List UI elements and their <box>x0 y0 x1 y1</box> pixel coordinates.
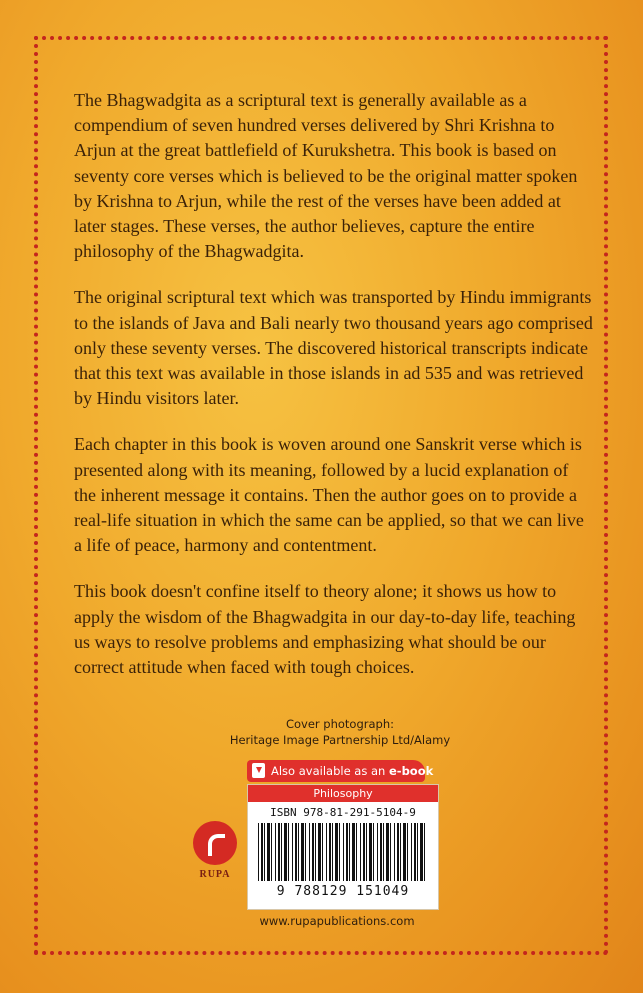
blurb-paragraph-2: The original scriptural text which was transported by Hindu immigrants to the islands of Java and Bali nearly two thousand years ago comprised only these seventy verses. The discovered historical transcripts indicate that this text was available in those islands in ad 535 and was retrieved by Hindu visitors later. <box>74 287 593 409</box>
blurb-paragraph-3: Each chapter in this book is woven around one Sanskrit verse which is presented along with its meaning, followed by a lucid explanation of the inherent message it contains. Then the author goes on to provide a real-life situation in which the same can be applied, so that we can live a life of peace, harmony and contentment. <box>74 434 584 556</box>
publisher-logo-text: RUPA <box>199 869 231 880</box>
ebook-bold: e-book <box>389 764 434 778</box>
cover-photo-credit <box>220 716 460 748</box>
publisher-website: www.rupapublications.com <box>259 914 415 928</box>
download-icon <box>252 763 265 778</box>
barcode-number: 9 788129 151049 <box>276 884 410 899</box>
barcode-panel <box>247 784 439 910</box>
blurb-paragraph-1: The Bhagwadgita as a scriptural text is generally available as a compendium of seven hundred verses delivered by Shri Krishna to Arjun at the great battlefield of Kurukshetra. This book is based on seventy core verses which is believed to be the original matter spoken by Krishna to Arjun, while the rest of the verses have been added at later stages. These verses, the author believes, capture the entire philosophy of the Bhagwadgita. <box>74 90 578 262</box>
back-cover-blurb <box>74 88 594 701</box>
ebook-banner <box>247 760 434 782</box>
credit-line-1: Cover photograph: <box>285 717 395 731</box>
barcode-bars <box>258 823 426 881</box>
credit-line-2: Heritage Image Partnership Ltd/Alamy <box>229 733 451 747</box>
ebook-prefix: Also available as an <box>271 764 389 778</box>
blurb-paragraph-4: This book doesn't confine itself to theory alone; it shows us how to apply the wisdom of the Bhagwadgita in our day-to-day life, teaching us ways to resolve problems and emphasizing what should be our correct attitude when faced with tough choices. <box>74 581 576 678</box>
isbn-text: ISBN 978-81-291-5104-9 <box>270 806 416 819</box>
rupa-logo-icon <box>193 821 237 865</box>
category-label: Philosophy <box>248 785 438 802</box>
